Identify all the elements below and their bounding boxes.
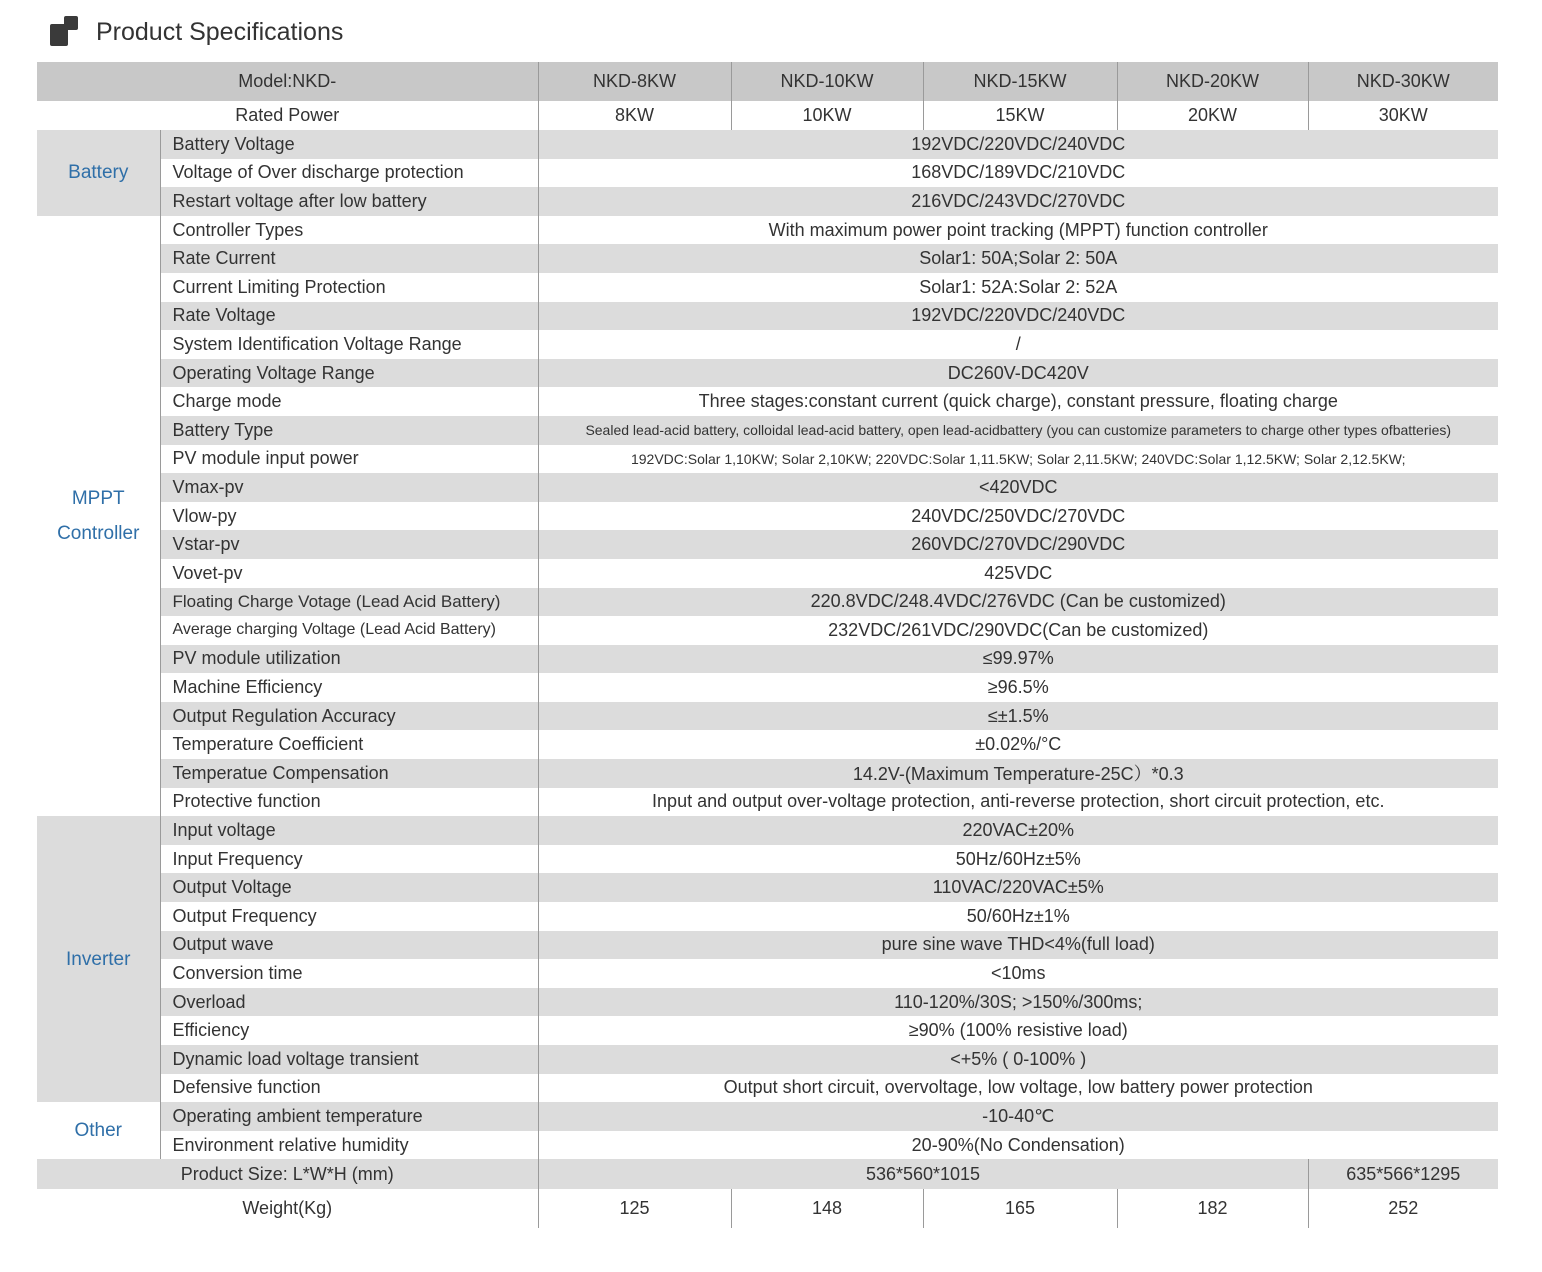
spec-value: <+5% ( 0-100% ) [538, 1045, 1498, 1074]
spec-value: 192VDC/220VDC/240VDC [538, 302, 1498, 331]
spec-row [37, 873, 1498, 902]
spec-label: Voltage of Over discharge protection [160, 159, 538, 188]
spec-row [37, 673, 1498, 702]
spec-row [37, 359, 1498, 388]
rated-power-value: 20KW [1117, 101, 1308, 130]
spec-label: Operating ambient temperature [160, 1102, 538, 1131]
spec-value: 50/60Hz±1% [538, 902, 1498, 931]
logo-icon [50, 16, 80, 48]
page-title: Product Specifications [96, 17, 344, 46]
model-name: NKD-30KW [1308, 62, 1498, 101]
product-size-row [37, 1159, 1498, 1189]
spec-row [37, 387, 1498, 416]
spec-label: Temperature Coefficient [160, 730, 538, 759]
product-size-label: Product Size: L*W*H (mm) [37, 1159, 538, 1189]
section-battery: Battery [37, 130, 160, 216]
spec-row [37, 416, 1498, 445]
spec-value: 220.8VDC/248.4VDC/276VDC (Can be customized) [538, 588, 1498, 617]
spec-row [37, 445, 1498, 474]
spec-value: 232VDC/261VDC/290VDC(Can be customized) [538, 616, 1498, 645]
spec-value: Sealed lead-acid battery, colloidal lead-acid battery, open lead-acidbattery (you can customize parameters to charge other types ofbatteries) [538, 416, 1498, 445]
specifications-table [37, 62, 1498, 1228]
rated-power-value: 30KW [1308, 101, 1498, 130]
spec-label: Vovet-pv [160, 559, 538, 588]
spec-label: Rate Voltage [160, 302, 538, 331]
spec-value: Solar1: 50A;Solar 2: 50A [538, 244, 1498, 273]
spec-label: Floating Charge Votage (Lead Acid Battery) [160, 588, 538, 617]
spec-label: System Identification Voltage Range [160, 330, 538, 359]
spec-row [37, 502, 1498, 531]
weight-value: 252 [1308, 1189, 1498, 1228]
spec-row [37, 702, 1498, 731]
spec-row [37, 530, 1498, 559]
spec-value: 20-90%(No Condensation) [538, 1131, 1498, 1160]
spec-value: <420VDC [538, 473, 1498, 502]
spec-row [37, 330, 1498, 359]
spec-value: DC260V-DC420V [538, 359, 1498, 388]
rated-power-value: 15KW [923, 101, 1117, 130]
spec-label: Battery Type [160, 416, 538, 445]
spec-row [37, 788, 1498, 817]
spec-label: Conversion time [160, 959, 538, 988]
page-header [50, 12, 343, 52]
spec-row [37, 559, 1498, 588]
spec-row [37, 1074, 1498, 1103]
product-size-value: 635*566*1295 [1308, 1159, 1498, 1189]
spec-value: 110VAC/220VAC±5% [538, 873, 1498, 902]
spec-label: Charge mode [160, 387, 538, 416]
spec-label: Vstar-pv [160, 530, 538, 559]
product-size-value: 536*560*1015 [538, 1159, 1308, 1189]
model-name: NKD-10KW [731, 62, 923, 101]
spec-value: 14.2V-(Maximum Temperature-25C）*0.3 [538, 759, 1498, 788]
spec-row [37, 273, 1498, 302]
spec-label: Average charging Voltage (Lead Acid Battery) [160, 616, 538, 645]
spec-label: Input voltage [160, 816, 538, 845]
spec-label: Dynamic load voltage transient [160, 1045, 538, 1074]
spec-value: ≤±1.5% [538, 702, 1498, 731]
spec-row [37, 473, 1498, 502]
spec-label: Efficiency [160, 1016, 538, 1045]
spec-value: ≥96.5% [538, 673, 1498, 702]
spec-label: Vmax-pv [160, 473, 538, 502]
spec-row [37, 759, 1498, 788]
spec-row [37, 244, 1498, 273]
spec-value: Input and output over-voltage protection, anti-reverse protection, short circuit protection, etc. [538, 788, 1498, 817]
spec-label: Protective function [160, 788, 538, 817]
weight-value: 182 [1117, 1189, 1308, 1228]
weight-value: 125 [538, 1189, 731, 1228]
spec-label: Machine Efficiency [160, 673, 538, 702]
spec-value: <10ms [538, 959, 1498, 988]
spec-row [37, 302, 1498, 331]
spec-value: Solar1: 52A:Solar 2: 52A [538, 273, 1498, 302]
spec-row [37, 931, 1498, 960]
spec-row [37, 159, 1498, 188]
spec-row [37, 645, 1498, 674]
spec-row [37, 845, 1498, 874]
spec-label: Current Limiting Protection [160, 273, 538, 302]
spec-row [37, 988, 1498, 1017]
spec-value: With maximum power point tracking (MPPT) function controller [538, 216, 1498, 245]
spec-row [37, 588, 1498, 617]
model-header-row [37, 62, 1498, 101]
model-name: NKD-15KW [923, 62, 1117, 101]
spec-label: Input Frequency [160, 845, 538, 874]
spec-value: -10-40℃ [538, 1102, 1498, 1131]
spec-label: Vlow-py [160, 502, 538, 531]
rated-power-row [37, 101, 1498, 130]
spec-row [37, 130, 1498, 159]
spec-value: 240VDC/250VDC/270VDC [538, 502, 1498, 531]
weight-value: 165 [923, 1189, 1117, 1228]
spec-label: PV module input power [160, 445, 538, 474]
rated-power-value: 8KW [538, 101, 731, 130]
spec-row [37, 216, 1498, 245]
spec-row [37, 1045, 1498, 1074]
model-name: NKD-8KW [538, 62, 731, 101]
spec-label: Battery Voltage [160, 130, 538, 159]
spec-row [37, 616, 1498, 645]
spec-label: Rate Current [160, 244, 538, 273]
model-name: NKD-20KW [1117, 62, 1308, 101]
spec-value: 50Hz/60Hz±5% [538, 845, 1498, 874]
spec-value: 192VDC:Solar 1,10KW; Solar 2,10KW; 220VDC:Solar 1,11.5KW; Solar 2,11.5KW; 240VDC:Solar 1,12.5KW; Solar 2,12.5KW; [538, 445, 1498, 474]
spec-value: Output short circuit, overvoltage, low voltage, low battery power protection [538, 1074, 1498, 1103]
spec-label: Overload [160, 988, 538, 1017]
spec-label: Output wave [160, 931, 538, 960]
spec-row [37, 730, 1498, 759]
spec-row [37, 816, 1498, 845]
spec-row [37, 187, 1498, 216]
spec-label: Temperatue Compensation [160, 759, 538, 788]
section-other: Other [37, 1102, 160, 1159]
spec-label: Defensive function [160, 1074, 538, 1103]
spec-label: Output Regulation Accuracy [160, 702, 538, 731]
section-inverter: Inverter [37, 816, 160, 1102]
spec-value: 425VDC [538, 559, 1498, 588]
spec-value: 192VDC/220VDC/240VDC [538, 130, 1498, 159]
spec-value: Three stages:constant current (quick charge), constant pressure, floating charge [538, 387, 1498, 416]
weight-row [37, 1189, 1498, 1228]
spec-value: / [538, 330, 1498, 359]
spec-label: Output Voltage [160, 873, 538, 902]
spec-value: 260VDC/270VDC/290VDC [538, 530, 1498, 559]
spec-row [37, 1102, 1498, 1131]
rated-power-label: Rated Power [37, 101, 538, 130]
spec-label: Restart voltage after low battery [160, 187, 538, 216]
spec-value: ≥90% (100% resistive load) [538, 1016, 1498, 1045]
spec-row [37, 959, 1498, 988]
spec-value: ±0.02%/°C [538, 730, 1498, 759]
weight-label: Weight(Kg) [37, 1189, 538, 1228]
spec-value: 216VDC/243VDC/270VDC [538, 187, 1498, 216]
weight-value: 148 [731, 1189, 923, 1228]
spec-value: pure sine wave THD<4%(full load) [538, 931, 1498, 960]
spec-label: Controller Types [160, 216, 538, 245]
spec-value: ≤99.97% [538, 645, 1498, 674]
spec-row [37, 1131, 1498, 1160]
spec-label: Output Frequency [160, 902, 538, 931]
spec-label: Environment relative humidity [160, 1131, 538, 1160]
spec-row [37, 1016, 1498, 1045]
spec-label: Operating Voltage Range [160, 359, 538, 388]
spec-value: 168VDC/189VDC/210VDC [538, 159, 1498, 188]
spec-row [37, 902, 1498, 931]
section-mppt-controller: MPPT Controller [37, 216, 160, 816]
rated-power-value: 10KW [731, 101, 923, 130]
spec-value: 220VAC±20% [538, 816, 1498, 845]
spec-label: PV module utilization [160, 645, 538, 674]
model-label: Model:NKD- [37, 62, 538, 101]
spec-value: 110-120%/30S; >150%/300ms; [538, 988, 1498, 1017]
